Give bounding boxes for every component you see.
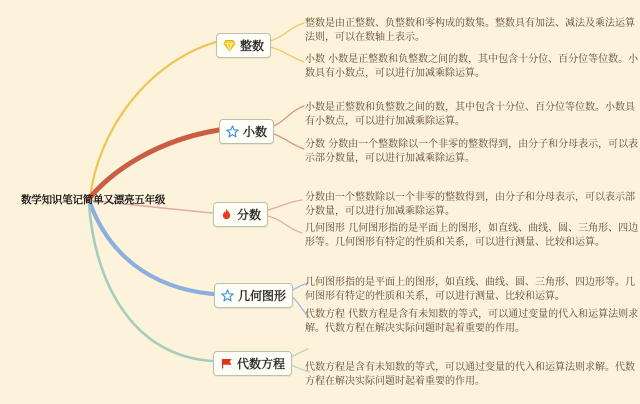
node-label: 几何图形 <box>238 289 287 303</box>
branch-curve-equation <box>89 204 212 361</box>
flag-icon <box>220 357 233 370</box>
note-geometry-2[interactable]: 代数方程 代数方程是含有未知数的等式，可以通过变量的代入和运算法则求解。代数方程在解决实际问题时起着重要的作用。 <box>305 309 639 334</box>
connector-decimal-note1 <box>269 106 304 128</box>
gem-icon <box>223 39 236 52</box>
central-topic[interactable]: 数学知识笔记简单又漂亮五年级 <box>21 194 166 206</box>
note-integer-2[interactable]: 小数 小数是正整数和负整数之间的数，其中包含十分位、百分位等位数。小数具有小数点，可以进行加减乘除运算。 <box>305 54 639 79</box>
branch-curve-geometry <box>90 203 213 294</box>
note-decimal-1[interactable]: 小数是正整数和负整数之间的数，其中包含十分位、百分位等位数。小数具有小数点，可以进行加减乘除运算。 <box>305 102 635 127</box>
note-fraction-2[interactable]: 几何图形 几何图形指的是平面上的图形，如直线、曲线、圆、三角形、四边形等。几何图形有特定的性质和关系，可以进行测量、比较和运算。 <box>305 223 639 248</box>
node-geometry[interactable] <box>214 283 293 308</box>
node-decimal[interactable] <box>219 119 274 144</box>
connector-integer-note2 <box>266 46 304 62</box>
connector-integer-note1 <box>266 23 304 42</box>
node-label: 代数方程 <box>237 357 286 371</box>
connector-fraction-note2 <box>263 215 302 233</box>
star-icon <box>226 125 239 138</box>
node-equation[interactable] <box>213 351 292 376</box>
node-label: 小数 <box>243 125 268 139</box>
note-integer-1[interactable]: 整数是由正整数、负整数和零构成的数集。整数具有加法、减法及乘法运算法则，可以在数轴上表示。 <box>305 18 635 43</box>
note-decimal-2[interactable]: 分数 分数由一个整数除以一个非零的整数得到，由分子和分母表示，可以表示部分数量，可以进行加减乘除运算。 <box>305 139 639 164</box>
node-label: 分数 <box>237 208 262 222</box>
star-icon <box>221 289 234 302</box>
node-fraction[interactable] <box>213 202 268 227</box>
connector-decimal-note2 <box>269 132 304 149</box>
node-label: 整数 <box>240 39 265 53</box>
node-integer[interactable] <box>216 33 271 58</box>
note-fraction-1[interactable]: 分数由一个整数除以一个非零的整数得到，由分子和分母表示，可以表示部分数量，可以进行加减乘除运算。 <box>305 192 635 217</box>
note-connectors <box>263 23 310 372</box>
note-equation-1[interactable]: 代数方程是含有未知数的等式，可以通过变量的代入和运算法则求解。代数方程在解决实际问题时起着重要的作用。 <box>305 362 635 387</box>
flame-icon <box>220 208 233 221</box>
branch-curve-integer <box>90 42 216 198</box>
connector-fraction-note1 <box>263 200 302 211</box>
note-geometry-1[interactable]: 几何图形指的是平面上的图形，如直线、曲线、圆、三角形、四边形等。几何图形有特定的性质和关系，可以进行测量、比较和运算。 <box>305 277 635 302</box>
